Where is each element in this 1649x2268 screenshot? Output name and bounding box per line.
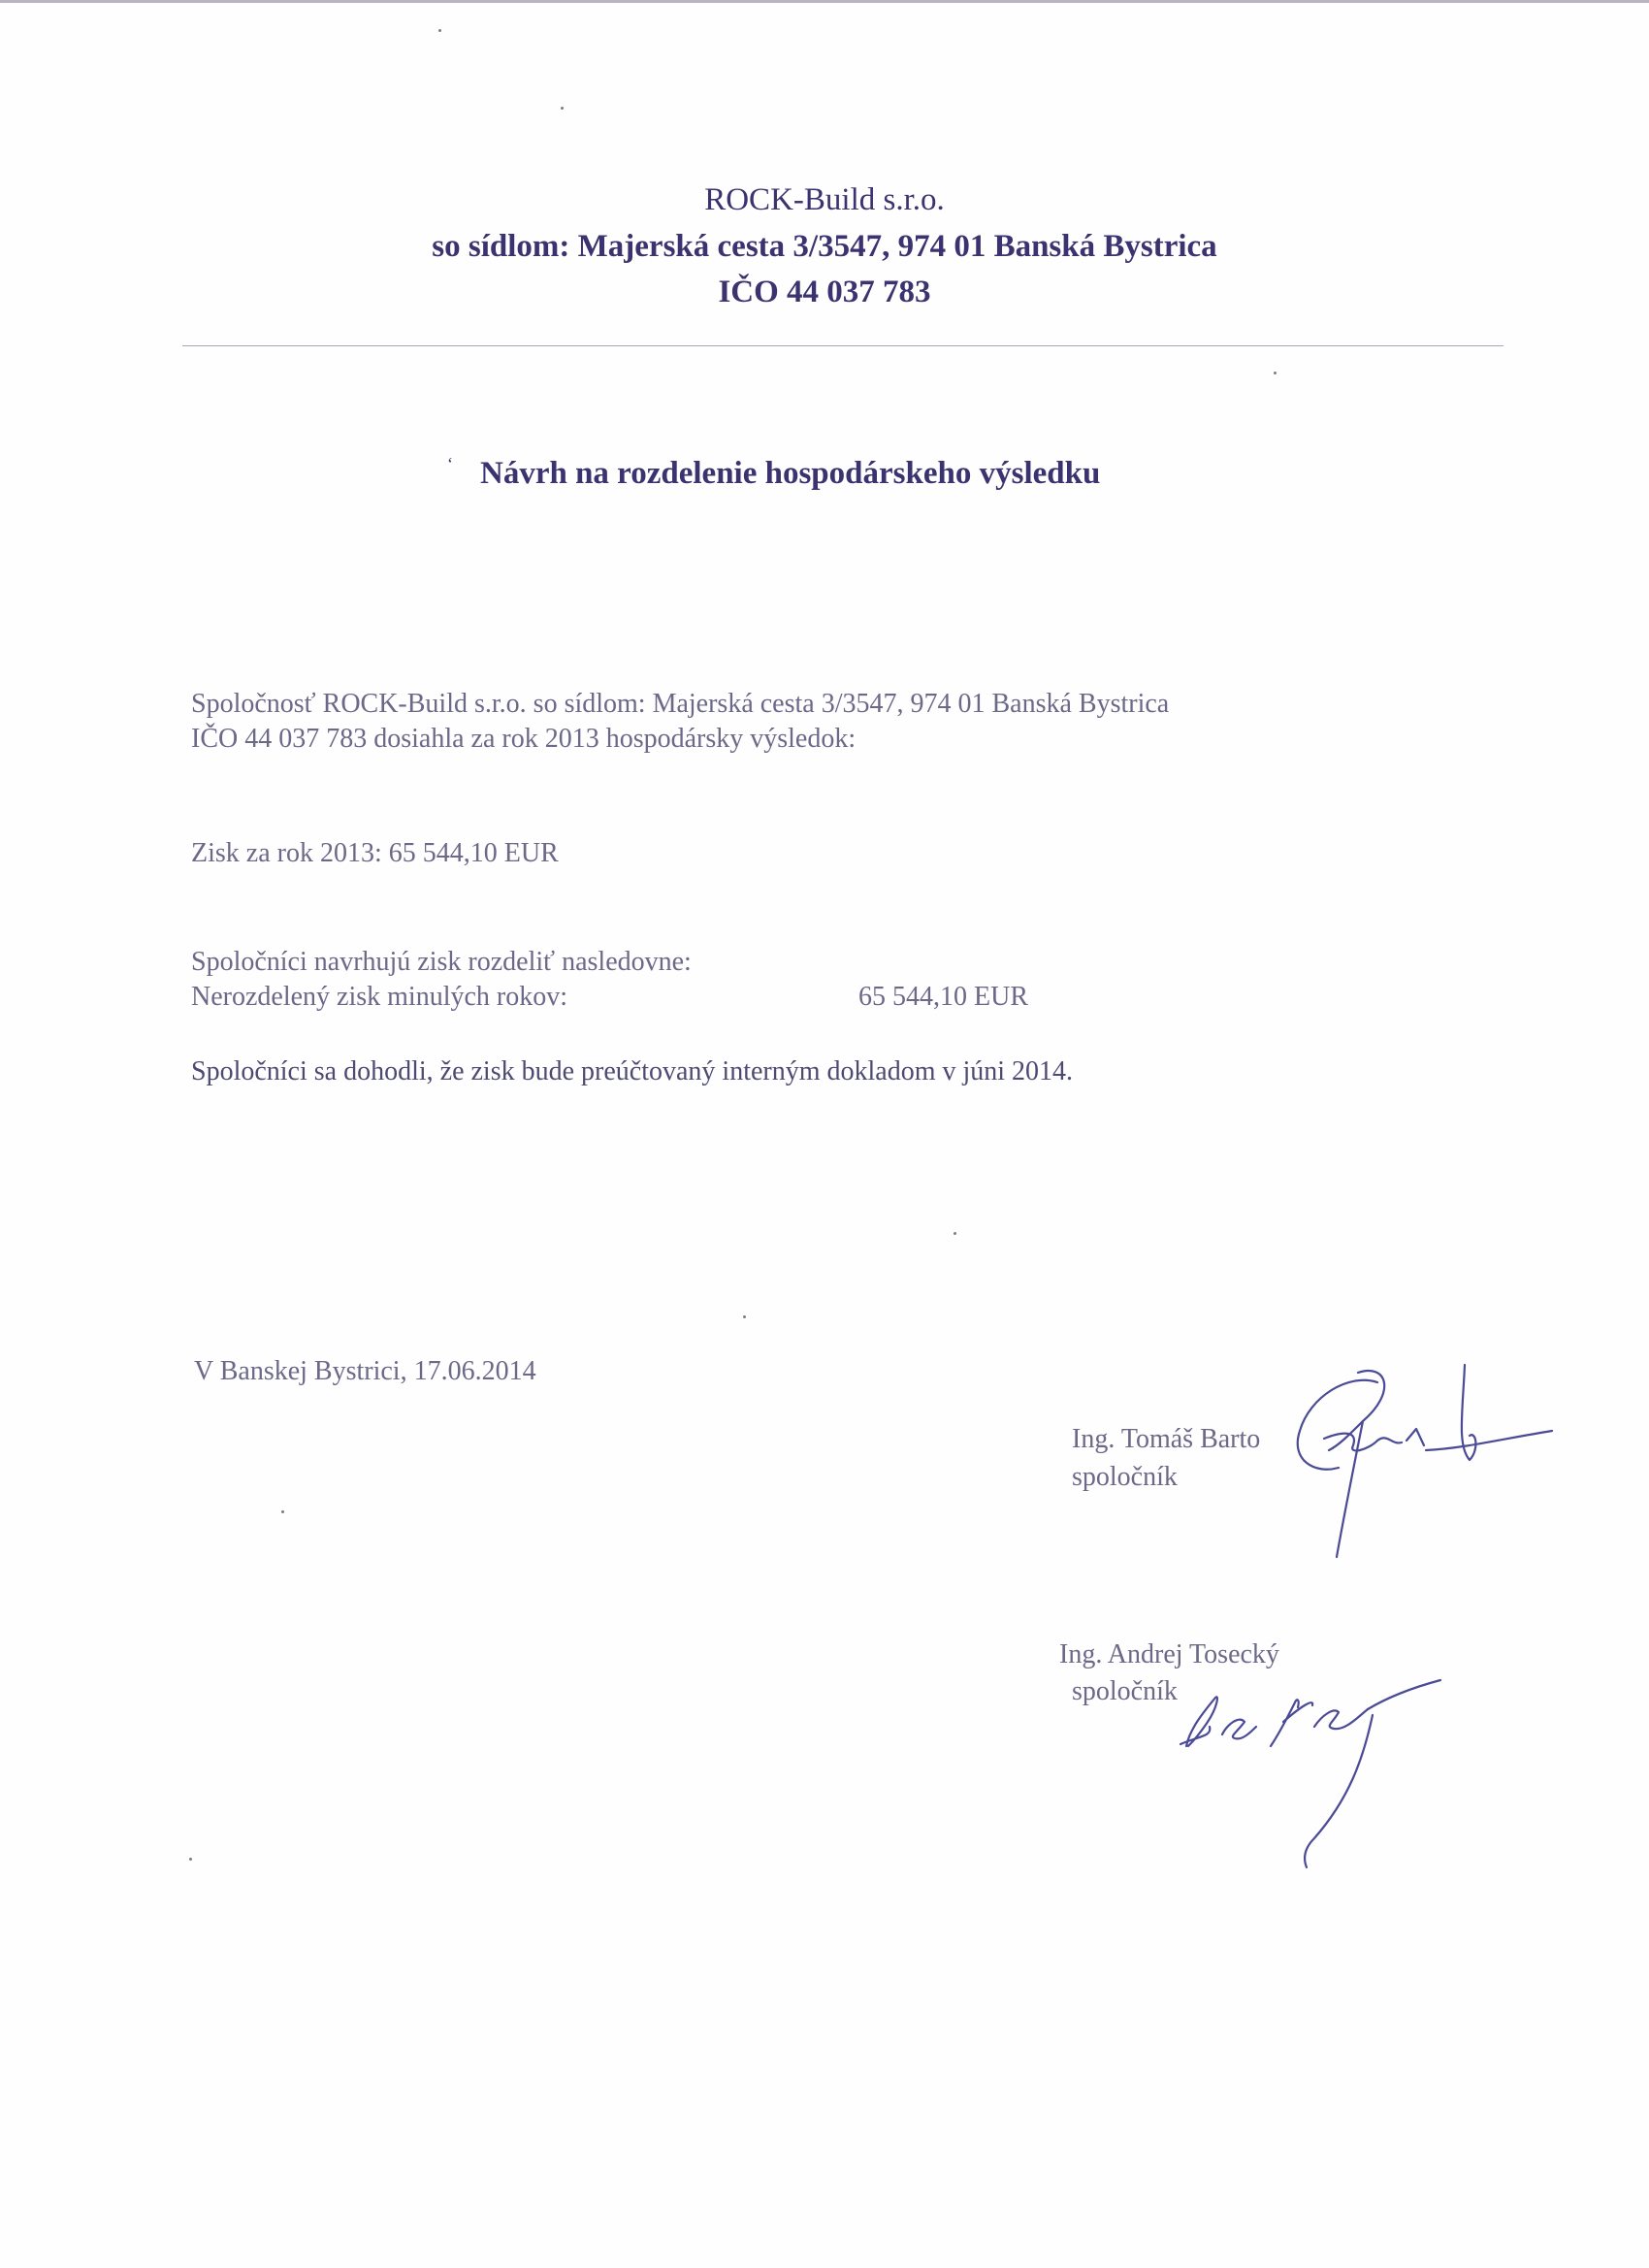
scan-speck xyxy=(189,1858,192,1861)
proposal-line: Spoločníci navrhujú zisk rozdeliť nasledovne: xyxy=(191,947,692,977)
scan-top-edge xyxy=(0,0,1649,3)
signature-2 xyxy=(1169,1669,1479,1872)
place-date: V Banskej Bystrici, 17.06.2014 xyxy=(194,1356,536,1386)
company-name: ROCK-Build s.r.o. xyxy=(704,182,945,217)
header-divider xyxy=(182,345,1504,346)
company-seat: so sídlom: Majerská cesta 3/3547, 974 01 Banská Bystrica xyxy=(432,229,1217,264)
title-mark: ‘ xyxy=(447,454,453,473)
undistributed-value: 65 544,10 EUR xyxy=(858,982,1028,1012)
signatory-2-role: spoločník xyxy=(1072,1676,1178,1706)
scan-speck xyxy=(954,1232,956,1235)
agreement-line: Spoločníci sa dohodli, že zisk bude preúčtovaný interným dokladom v júni 2014. xyxy=(191,1056,1074,1086)
signature-1 xyxy=(1271,1353,1562,1567)
profit-line: Zisk za rok 2013: 65 544,10 EUR xyxy=(191,838,559,868)
scan-speck xyxy=(281,1510,284,1513)
intro-line-2: IČO 44 037 783 dosiahla za rok 2013 hospodársky výsledok: xyxy=(191,724,857,754)
scan-speck xyxy=(438,29,441,32)
scan-speck xyxy=(1274,372,1277,374)
document-title: Návrh na rozdelenie hospodárskeho výsledku xyxy=(480,456,1101,491)
signatory-1-name: Ing. Tomáš Barto xyxy=(1072,1424,1261,1454)
intro-line-1: Spoločnosť ROCK-Build s.r.o. so sídlom: Majerská cesta 3/3547, 974 01 Banská Bystrica xyxy=(191,689,1170,719)
scan-speck xyxy=(743,1315,746,1318)
company-ico: IČO 44 037 783 xyxy=(718,275,931,309)
signatory-1-role: spoločník xyxy=(1072,1462,1178,1492)
undistributed-label: Nerozdelený zisk minulých rokov: xyxy=(191,982,568,1012)
scan-speck xyxy=(561,107,564,110)
signatory-2-name: Ing. Andrej Tosecký xyxy=(1059,1639,1279,1669)
